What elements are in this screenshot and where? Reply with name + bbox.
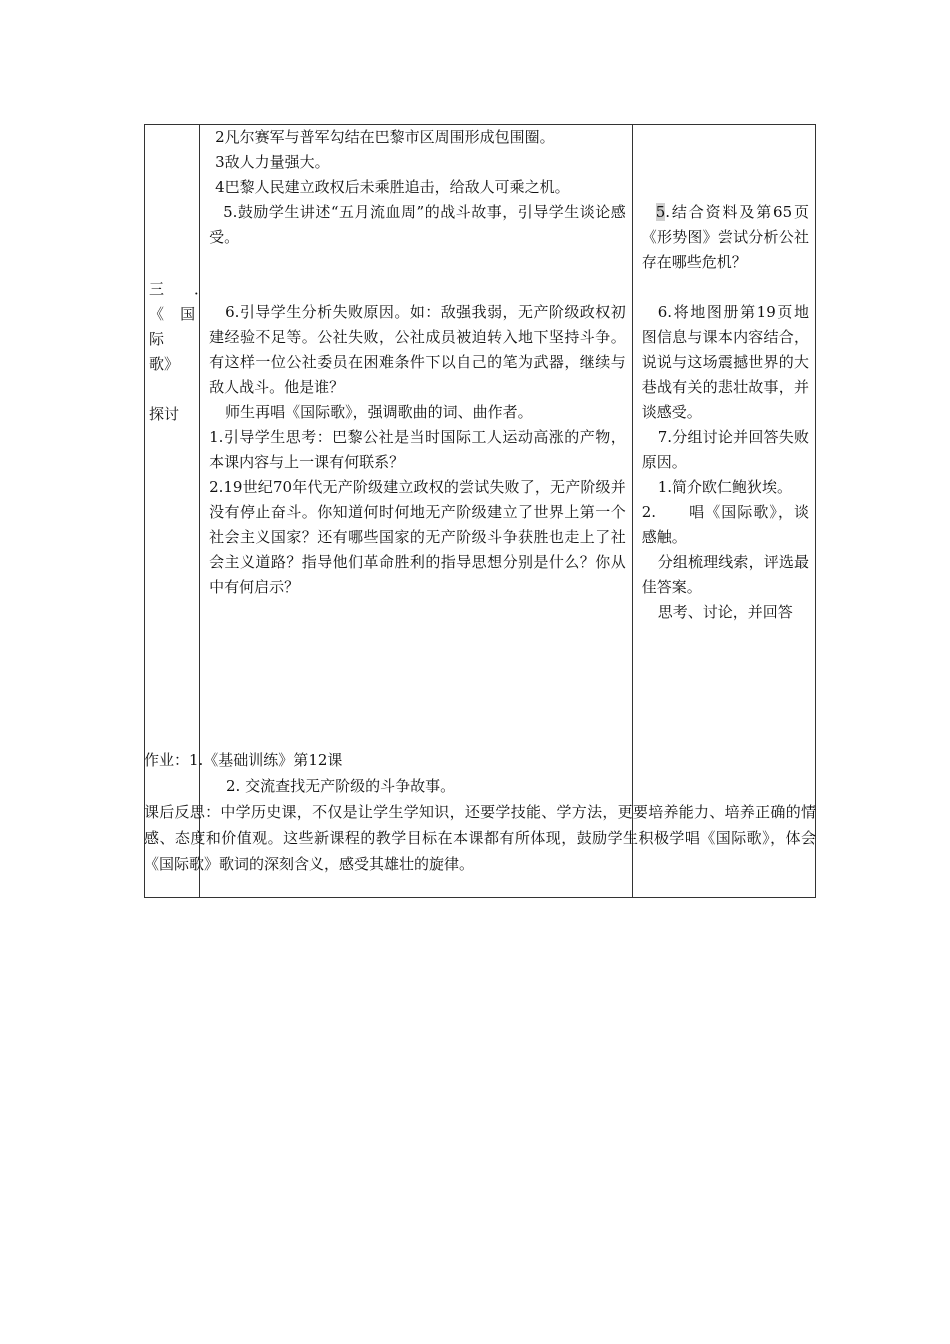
spacer <box>209 250 626 300</box>
student-paragraph-10: 分组梳理线索，评选最佳答案。 <box>641 553 809 596</box>
student-paragraph-8: 1.简介欧仁鲍狄埃。 <box>657 478 793 496</box>
teacher-paragraph-3: 4巴黎人民建立政权后未乘胜追击，给敌人可乘之机。 <box>215 178 570 196</box>
section-title-line-1: 《 国 <box>149 305 196 323</box>
section-blank-line <box>149 377 195 402</box>
homework-and-reflection <box>144 747 816 877</box>
teacher-paragraph-6: 师生再唱《国际歌》，强调歌曲的词、曲作者。 <box>225 403 533 421</box>
section-number: 三 ． <box>149 280 210 298</box>
spacer <box>642 175 809 200</box>
highlighted-number: 5 <box>655 203 666 221</box>
teacher-paragraph-4: 5.鼓励学生讲述“五月流血周”的战斗故事，引导学生谈论感受。 <box>209 203 626 246</box>
teacher-paragraph-1: 2凡尔赛军与普军勾结在巴黎市区周围形成包围圈。 <box>215 128 555 146</box>
student-paragraph-7: 7.分组讨论并回答失败原因。 <box>641 428 809 471</box>
section-title-line-3: 歌》 <box>149 355 180 373</box>
reflection-paragraph: 课后反思：中学历史课，不仅是让学生学知识，还要学技能、学方法，更要培养能力、培养正确的情感、态度和价值观。这些新课程的教学目标在本课都有所体现，鼓励学生积极学唱《国际歌》，体会《国际歌》歌词的深刻含义，感受其雄壮的旋律。 <box>144 803 816 873</box>
spacer <box>642 125 809 150</box>
student-paragraph-9: 2. 唱《国际歌》，谈感触。 <box>641 503 809 546</box>
section-subtitle: 探讨 <box>149 405 180 423</box>
teacher-paragraph-5: 6.引导学生分析失败原因。如：敌强我弱，无产阶级政权初建经验不足等。公社失败，公社成员被迫转入地下坚持斗争。有这样一位公社委员在困难条件下以自己的笔为武器，继续与敌人战斗。他是谁？ <box>209 303 626 396</box>
homework-line-2: 2. 交流查找无产阶级的斗争故事。 <box>226 777 456 795</box>
teacher-paragraph-8: 2.19世纪70年代无产阶级建立政权的尝试失败了，无产阶级并没有停止奋斗。你知道何时何地无产阶级建立了世界上第一个社会主义国家？还有哪些国家的无产阶级斗争获胜也走上了社会主义道路？指导他们革命胜利的指导思想分别是什么？你从中有何启示？ <box>209 478 626 596</box>
student-paragraph-6: 6.将地图册第19页地图信息与课本内容结合，说说与这场震撼世界的大巷战有关的悲壮故事，并谈感受。 <box>641 303 809 421</box>
student-paragraph-5: 5.结合资料及第65页《形势图》尝试分析公社存在哪些危机？ <box>641 203 809 271</box>
section-title-line-2: 际 <box>149 330 165 348</box>
teacher-paragraph-2: 3敌人力量强大。 <box>215 153 330 171</box>
student-paragraph-11: 思考、讨论，并回答 <box>657 603 793 621</box>
homework-line-1: 作业：1.《基础训练》第12课 <box>144 751 343 769</box>
spacer <box>642 150 809 175</box>
teacher-paragraph-7: 1.引导学生思考：巴黎公社是当时国际工人运动高涨的产物，本课内容与上一课有何联系？ <box>209 428 626 471</box>
spacer <box>642 275 809 300</box>
